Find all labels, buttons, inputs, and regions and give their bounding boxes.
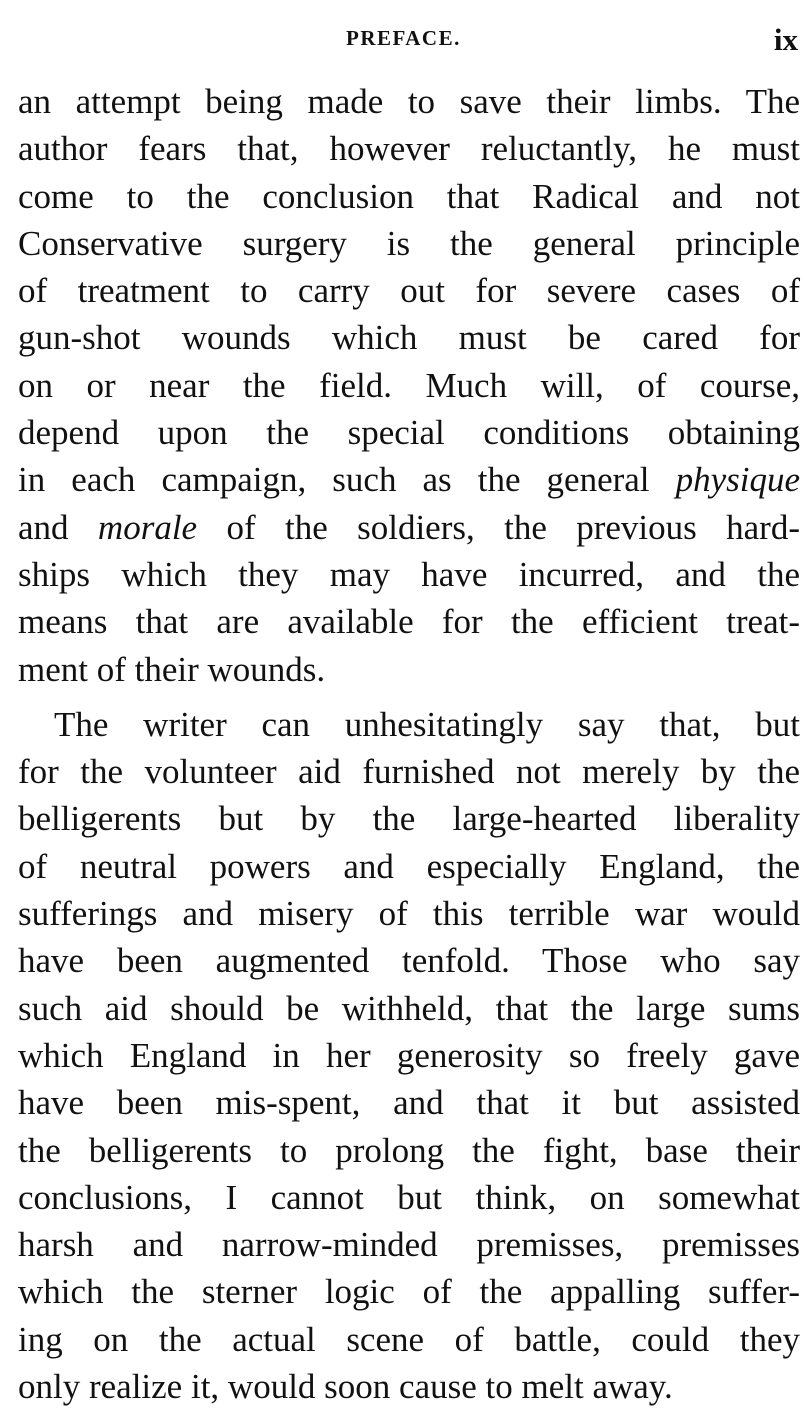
text-line: which England in her generosity so freely gave [18,1035,800,1075]
text-segment: of the soldiers, the previous hard- [197,507,800,547]
text-line: gun-shot wounds which must be cared for [18,318,800,358]
body-text [18,78,800,1410]
text-line: sufferings and misery of this terrible war would [18,894,800,934]
paragraph-spacing [18,693,800,701]
running-head [0,22,812,57]
running-title: PREFACE. [346,26,461,50]
text-line [18,504,800,551]
text-line: have been augmented tenfold. Those who say [18,941,800,981]
text-line: which the sterner logic of the appalling suffer- [18,1272,800,1312]
italic-term: morale [97,507,198,547]
text-line: ment of their wounds. [18,649,326,689]
text-line: have been mis-spent, and that it but assisted [18,1083,800,1123]
text-line: such aid should be withheld, that the large sums [18,988,800,1028]
text-line: The writer can unhesitatingly say that, but [54,704,800,744]
text-line: ing on the actual scene of battle, could they [18,1319,800,1359]
text-line: come to the conclusion that Radical and not [18,176,800,216]
text-line: of treatment to carry out for severe cases of [18,271,800,311]
page-number: ix [773,22,798,57]
text-line: on or near the field. Much will, of course, [18,365,800,405]
text-line: of neutral powers and especially England, the [18,846,800,886]
text-line: for the volunteer aid furnished not merely by the [18,752,800,792]
text-line: conclusions, I cannot but think, on somewhat [18,1177,800,1217]
text-segment: in each campaign, such as the general [18,460,676,500]
text-segment: and [18,507,98,547]
text-line: harsh and narrow-minded premisses, premisses [18,1225,800,1265]
italic-term: physique [675,460,800,500]
text-line [18,456,800,503]
paragraph-2 [18,701,800,1410]
text-line: Conservative surgery is the general principle [18,223,800,263]
text-line: belligerents but by the large-hearted liberality [18,799,800,839]
text-line: ships which they may have incurred, and the [18,554,800,594]
text-line: an attempt being made to save their limbs. The [18,82,800,121]
text-line: author fears that, however reluctantly, he must [18,129,800,169]
text-line: the belligerents to prolong the fight, base their [18,1130,800,1170]
paragraph-1 [18,78,800,693]
text-line: depend upon the special conditions obtaining [18,413,800,453]
text-line: means that are available for the efficient treat- [18,602,800,642]
text-line: only realize it, would soon cause to melt away. [18,1367,673,1407]
